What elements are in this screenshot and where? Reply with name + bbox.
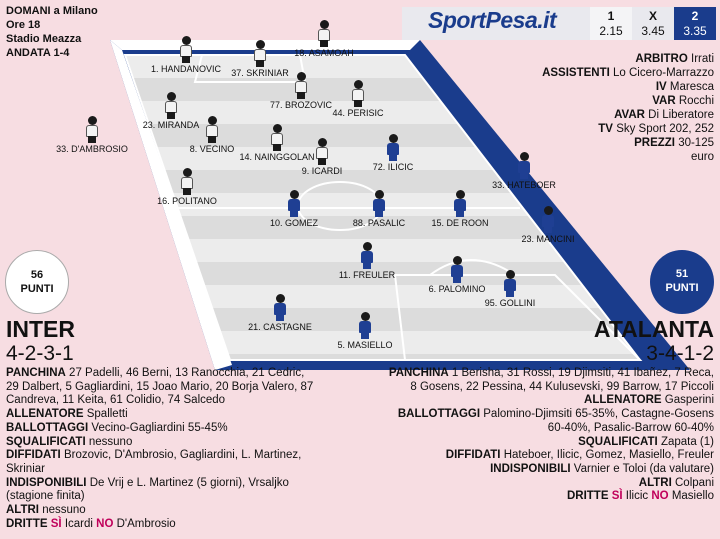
match-date: DOMANI a Milano [6,5,98,17]
inter-points: 56 [30,269,44,281]
player-atalanta: 11. FREULER [322,242,412,280]
player-atalanta: 23. MANCINI [503,206,593,244]
match-venue: Stadio Meazza [6,33,82,45]
player-icon [359,312,371,338]
inter-bench: PANCHINA 27 Padelli, 46 Berni, 13 Ranocchia, 21 Cedric, 29 Dalbert, 5 Gagliardini, 15 Joao Mario, 20 Borja Valero, 87 Candreva, 11 Keita, 61 Colidio, 74 Salcedo [6,367,314,407]
official-tv: TV Sky Sport 202, 252 [598,123,714,135]
atalanta-tips: DRITTE SÌ Ilicic NO Masiello [566,490,714,503]
player-atalanta: 33. HATEBOER [479,152,569,190]
player-icon [86,116,98,142]
inter-doubts: BALLOTTAGGI Vecino-Gagliardini 55-45% [6,421,228,434]
player-icon [206,116,218,142]
match-time: Ore 18 [6,19,41,31]
inter-points-badge [5,250,69,314]
player-icon [373,190,385,216]
player-atalanta: 88. PASALIC [334,190,424,228]
player-icon [504,270,516,296]
player-atalanta: 5. MASIELLO [320,312,410,350]
odds-home-key: 1 [607,9,615,23]
odds-draw-key: X [648,9,657,23]
inter-points-label: PUNTI [20,283,54,295]
player-icon [165,92,177,118]
atalanta-doubts: BALLOTTAGGI Palomino-Djimsiti 65-35%, Castagne-Gosens 60-40%, Pasalic-Barrow 60-40% [397,408,714,434]
inter-unavailable: INDISPONIBILI De Vrij e L. Martinez (5 giorni), Vrsaljko (stagione finita) [6,476,289,503]
player-inter: 37. SKRINIAR [215,40,305,78]
inter-tips: DRITTE SÌ Icardi NO D'Ambrosio [6,517,176,530]
player-icon [318,20,330,46]
player-icon [316,138,328,164]
player-inter: 33. D'AMBROSIO [47,116,137,154]
odds-home-value: 2.15 [599,24,623,38]
player-icon [542,206,554,232]
atalanta-points-badge [650,250,714,314]
official-assistants: ASSISTENTI Lo Cicero-Marrazzo [542,67,714,79]
atalanta-warned: DIFFIDATI Hateboer, Ilicic, Gomez, Masiello, Freuler [445,449,714,462]
inter-warned: DIFFIDATI Brozovic, D'Ambrosio, Gagliardini, L. Martinez, Skriniar [6,449,302,475]
official-referee: ARBITRO Irrati [635,53,714,65]
atalanta-points: 51 [675,268,689,280]
odds-draw-value: 3.45 [641,24,665,38]
player-inter: 16. POLITANO [142,168,232,206]
player-inter: 14. NAINGGOLAN [232,124,322,162]
odds-home [590,7,632,40]
player-inter: 8. VECINO [167,116,257,154]
player-icon [295,72,307,98]
player-icon [352,80,364,106]
atalanta-suspended: SQUALIFICATI Zapata (1) [578,435,714,448]
official-var: VAR Rocchi [652,95,714,107]
player-icon [180,36,192,62]
player-icon [361,242,373,268]
atalanta-bench: PANCHINA 1 Berisha, 31 Rossi, 19 Djimsiti, 41 Ibañez, 7 Reca, 8 Gosens, 22 Pessina, 44 Kulusevski, 99 Barrow, 17 Piccoli [388,367,714,393]
atalanta-points-label: PUNTI [665,282,699,294]
odds-away-key: 2 [691,9,699,23]
player-icon [181,168,193,194]
player-atalanta: 6. PALOMINO [412,256,502,294]
player-icon [254,40,266,66]
player-inter: 9. ICARDI [277,138,367,176]
player-icon [274,294,286,320]
official-prices-unit: euro [690,151,714,163]
player-atalanta: 95. GOLLINI [465,270,555,308]
player-atalanta: 72. ILICIC [348,134,438,172]
player-inter: 44. PERISIC [313,80,403,118]
odds-away-value: 3.35 [683,24,707,38]
first-leg: ANDATA 1-4 [6,47,70,59]
player-icon [288,190,300,216]
inter-coach: ALLENATORE Spalletti [6,408,128,421]
officials [542,52,714,164]
player-inter: 23. MIRANDA [126,92,216,130]
official-prices: PREZZI 30-125 [634,137,714,149]
atalanta-others: ALTRI Colpani [638,476,714,489]
player-atalanta: 21. CASTAGNE [235,294,325,332]
match-info [6,4,98,60]
player-icon [454,190,466,216]
player-icon [387,134,399,160]
atalanta-module: 3-4-1-2 [646,342,714,365]
player-icon [518,152,530,178]
inter-details [6,367,316,531]
player-atalanta: 10. GOMEZ [249,190,339,228]
inter-others: ALTRI nessuno [6,504,86,517]
official-fourth: IV Maresca [655,81,714,93]
odds-draw [632,7,674,40]
atalanta-details [384,367,714,504]
player-inter: 1. HANDANOVIC [141,36,231,74]
atalanta-coach: ALLENATORE Gasperini [584,394,714,407]
player-inter: 77. BROZOVIC [256,72,346,110]
player-inter: 18. ASAMOAH [279,20,369,58]
atalanta-unavailable: INDISPONIBILI Varnier e Toloi (da valutare) [490,462,714,475]
official-avar: AVAR Di Liberatore [614,109,714,121]
inter-name: INTER [6,316,75,342]
player-atalanta: 15. DE ROON [415,190,505,228]
inter-suspended: SQUALIFICATI nessuno [6,435,133,448]
sportpesa-logo: SportPesa.it [428,7,557,33]
player-icon [451,256,463,282]
inter-module: 4-2-3-1 [6,342,74,365]
atalanta-name: ATALANTA [593,316,714,342]
odds-away [674,7,716,40]
